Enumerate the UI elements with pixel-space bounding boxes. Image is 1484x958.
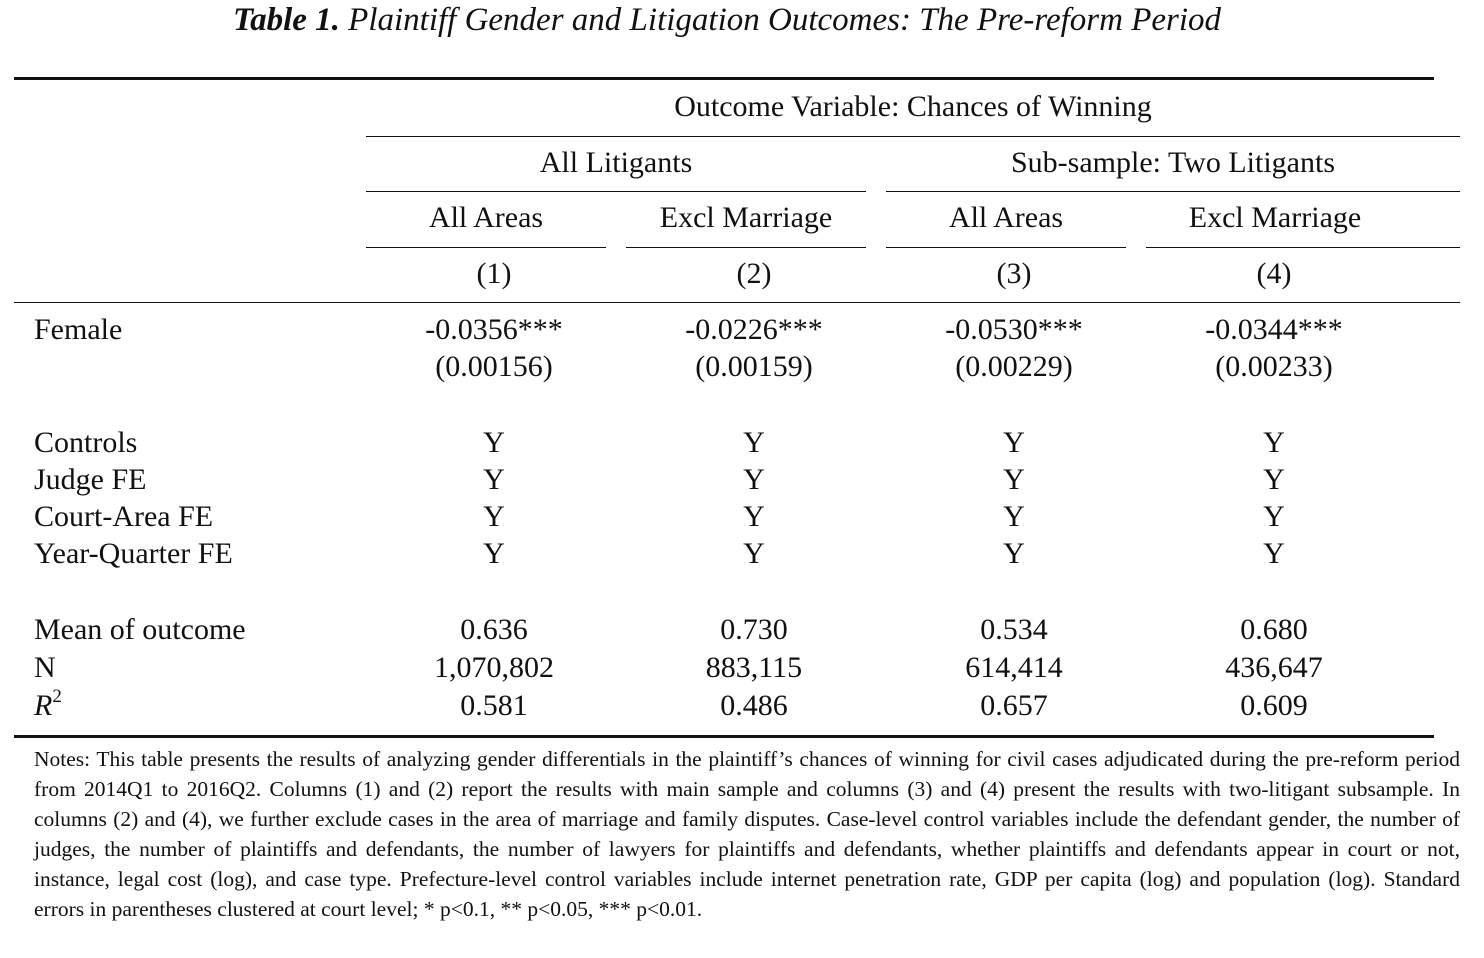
- r-squared-value-4: 0.609: [1240, 689, 1308, 722]
- subgroup-rule-1: [366, 247, 606, 248]
- outcome-rule: [366, 136, 1460, 137]
- female-coef-4: -0.0344***: [1205, 313, 1343, 346]
- column-number-4: (4): [1256, 257, 1292, 290]
- row-label-judge-fe: Judge FE: [34, 463, 147, 496]
- group-rule-1: [366, 191, 866, 192]
- subgroup-header-3: All Areas: [948, 201, 1064, 234]
- court-area-fe-value-4: Y: [1263, 500, 1285, 533]
- r-squared-value-1: 0.581: [460, 689, 528, 722]
- column-number-3: (3): [996, 257, 1032, 290]
- subgroup-rule-4: [1146, 247, 1460, 248]
- controls-value-1: Y: [483, 426, 505, 459]
- mean-outcome-value-2: 0.730: [720, 613, 788, 646]
- group-rule-2: [886, 191, 1460, 192]
- table-title-text: Plaintiff Gender and Litigation Outcomes: The Pre-reform Period: [339, 2, 1222, 38]
- n-value-3: 614,414: [965, 651, 1063, 684]
- table-title: [0, 2, 1454, 39]
- subgroup-rule-2: [626, 247, 866, 248]
- female-se-3: (0.00229): [955, 350, 1073, 383]
- subgroup-header-1: All Areas: [428, 201, 544, 234]
- female-coef-1: -0.0356***: [425, 313, 563, 346]
- group-header-all-litigants: All Litigants: [539, 146, 693, 179]
- controls-value-3: Y: [1003, 426, 1025, 459]
- female-se-1: (0.00156): [435, 350, 553, 383]
- header-bottom-rule: [14, 302, 1460, 303]
- year-quarter-fe-value-1: Y: [483, 537, 505, 570]
- row-label-controls: Controls: [34, 426, 138, 459]
- mean-outcome-value-4: 0.680: [1240, 613, 1308, 646]
- r-squared-value-3: 0.657: [980, 689, 1048, 722]
- top-rule: [14, 77, 1434, 80]
- group-header-two-litigants: Sub-sample: Two Litigants: [1011, 146, 1335, 179]
- subgroup-rule-3: [886, 247, 1126, 248]
- court-area-fe-value-2: Y: [743, 500, 765, 533]
- female-coef-3: -0.0530***: [945, 313, 1083, 346]
- female-se-4: (0.00233): [1215, 350, 1333, 383]
- mean-outcome-value-3: 0.534: [980, 613, 1048, 646]
- year-quarter-fe-value-2: Y: [743, 537, 765, 570]
- n-value-4: 436,647: [1225, 651, 1323, 684]
- r-squared-base: R: [34, 689, 53, 722]
- n-value-1: 1,070,802: [434, 651, 554, 684]
- female-se-2: (0.00159): [695, 350, 813, 383]
- column-number-1: (1): [476, 257, 512, 290]
- r-squared-exponent: 2: [52, 686, 62, 707]
- row-label-year-quarter-fe: Year-Quarter FE: [34, 537, 233, 570]
- bottom-rule: [14, 735, 1434, 738]
- outcome-header: Outcome Variable: Chances of Winning: [674, 90, 1152, 123]
- year-quarter-fe-value-3: Y: [1003, 537, 1025, 570]
- subgroup-header-4: Excl Marriage: [1188, 201, 1362, 234]
- table-title-number: Table 1.: [232, 2, 340, 38]
- n-value-2: 883,115: [705, 651, 803, 684]
- column-number-2: (2): [736, 257, 772, 290]
- court-area-fe-value-1: Y: [483, 500, 505, 533]
- mean-outcome-value-1: 0.636: [460, 613, 528, 646]
- subgroup-header-2: Excl Marriage: [659, 201, 833, 234]
- judge-fe-value-1: Y: [483, 463, 505, 496]
- female-coef-2: -0.0226***: [685, 313, 823, 346]
- judge-fe-value-3: Y: [1003, 463, 1025, 496]
- judge-fe-value-4: Y: [1263, 463, 1285, 496]
- court-area-fe-value-3: Y: [1003, 500, 1025, 533]
- judge-fe-value-2: Y: [743, 463, 765, 496]
- row-label-n: N: [34, 651, 56, 684]
- table-notes: Notes: This table presents the results of analyzing gender differentials in the plaintiff’s chances of winning for civil cases adjudicated during the pre-reform period from 2014Q1 to 2016Q2. Columns (1) and (2) report the results with main sample and columns (3) and (4) present the results with two-litigant subsample. In columns (2) and (4), we further exclude cases in the area of marriage and family disputes. Case-level control variables include the defendant gender, the number of judges, the number of plaintiffs and defendants, the number of lawyers for plaintiffs and defendants, whether plaintiffs and defendants appear in court or not, instance, legal cost (log), and case type. Prefecture-level control variables include internet penetration rate, GDP per capita (log) and population (log). Standard errors in parentheses clustered at court level; * p<0.1, ** p<0.05, *** p<0.01.: [34, 747, 1460, 921]
- row-label-r-squared: [34, 686, 62, 723]
- row-label-female: Female: [34, 313, 123, 346]
- controls-value-4: Y: [1263, 426, 1285, 459]
- row-label-court-area-fe: Court-Area FE: [34, 500, 214, 533]
- row-label-mean-outcome: Mean of outcome: [34, 613, 246, 646]
- year-quarter-fe-value-4: Y: [1263, 537, 1285, 570]
- r-squared-value-2: 0.486: [720, 689, 788, 722]
- controls-value-2: Y: [743, 426, 765, 459]
